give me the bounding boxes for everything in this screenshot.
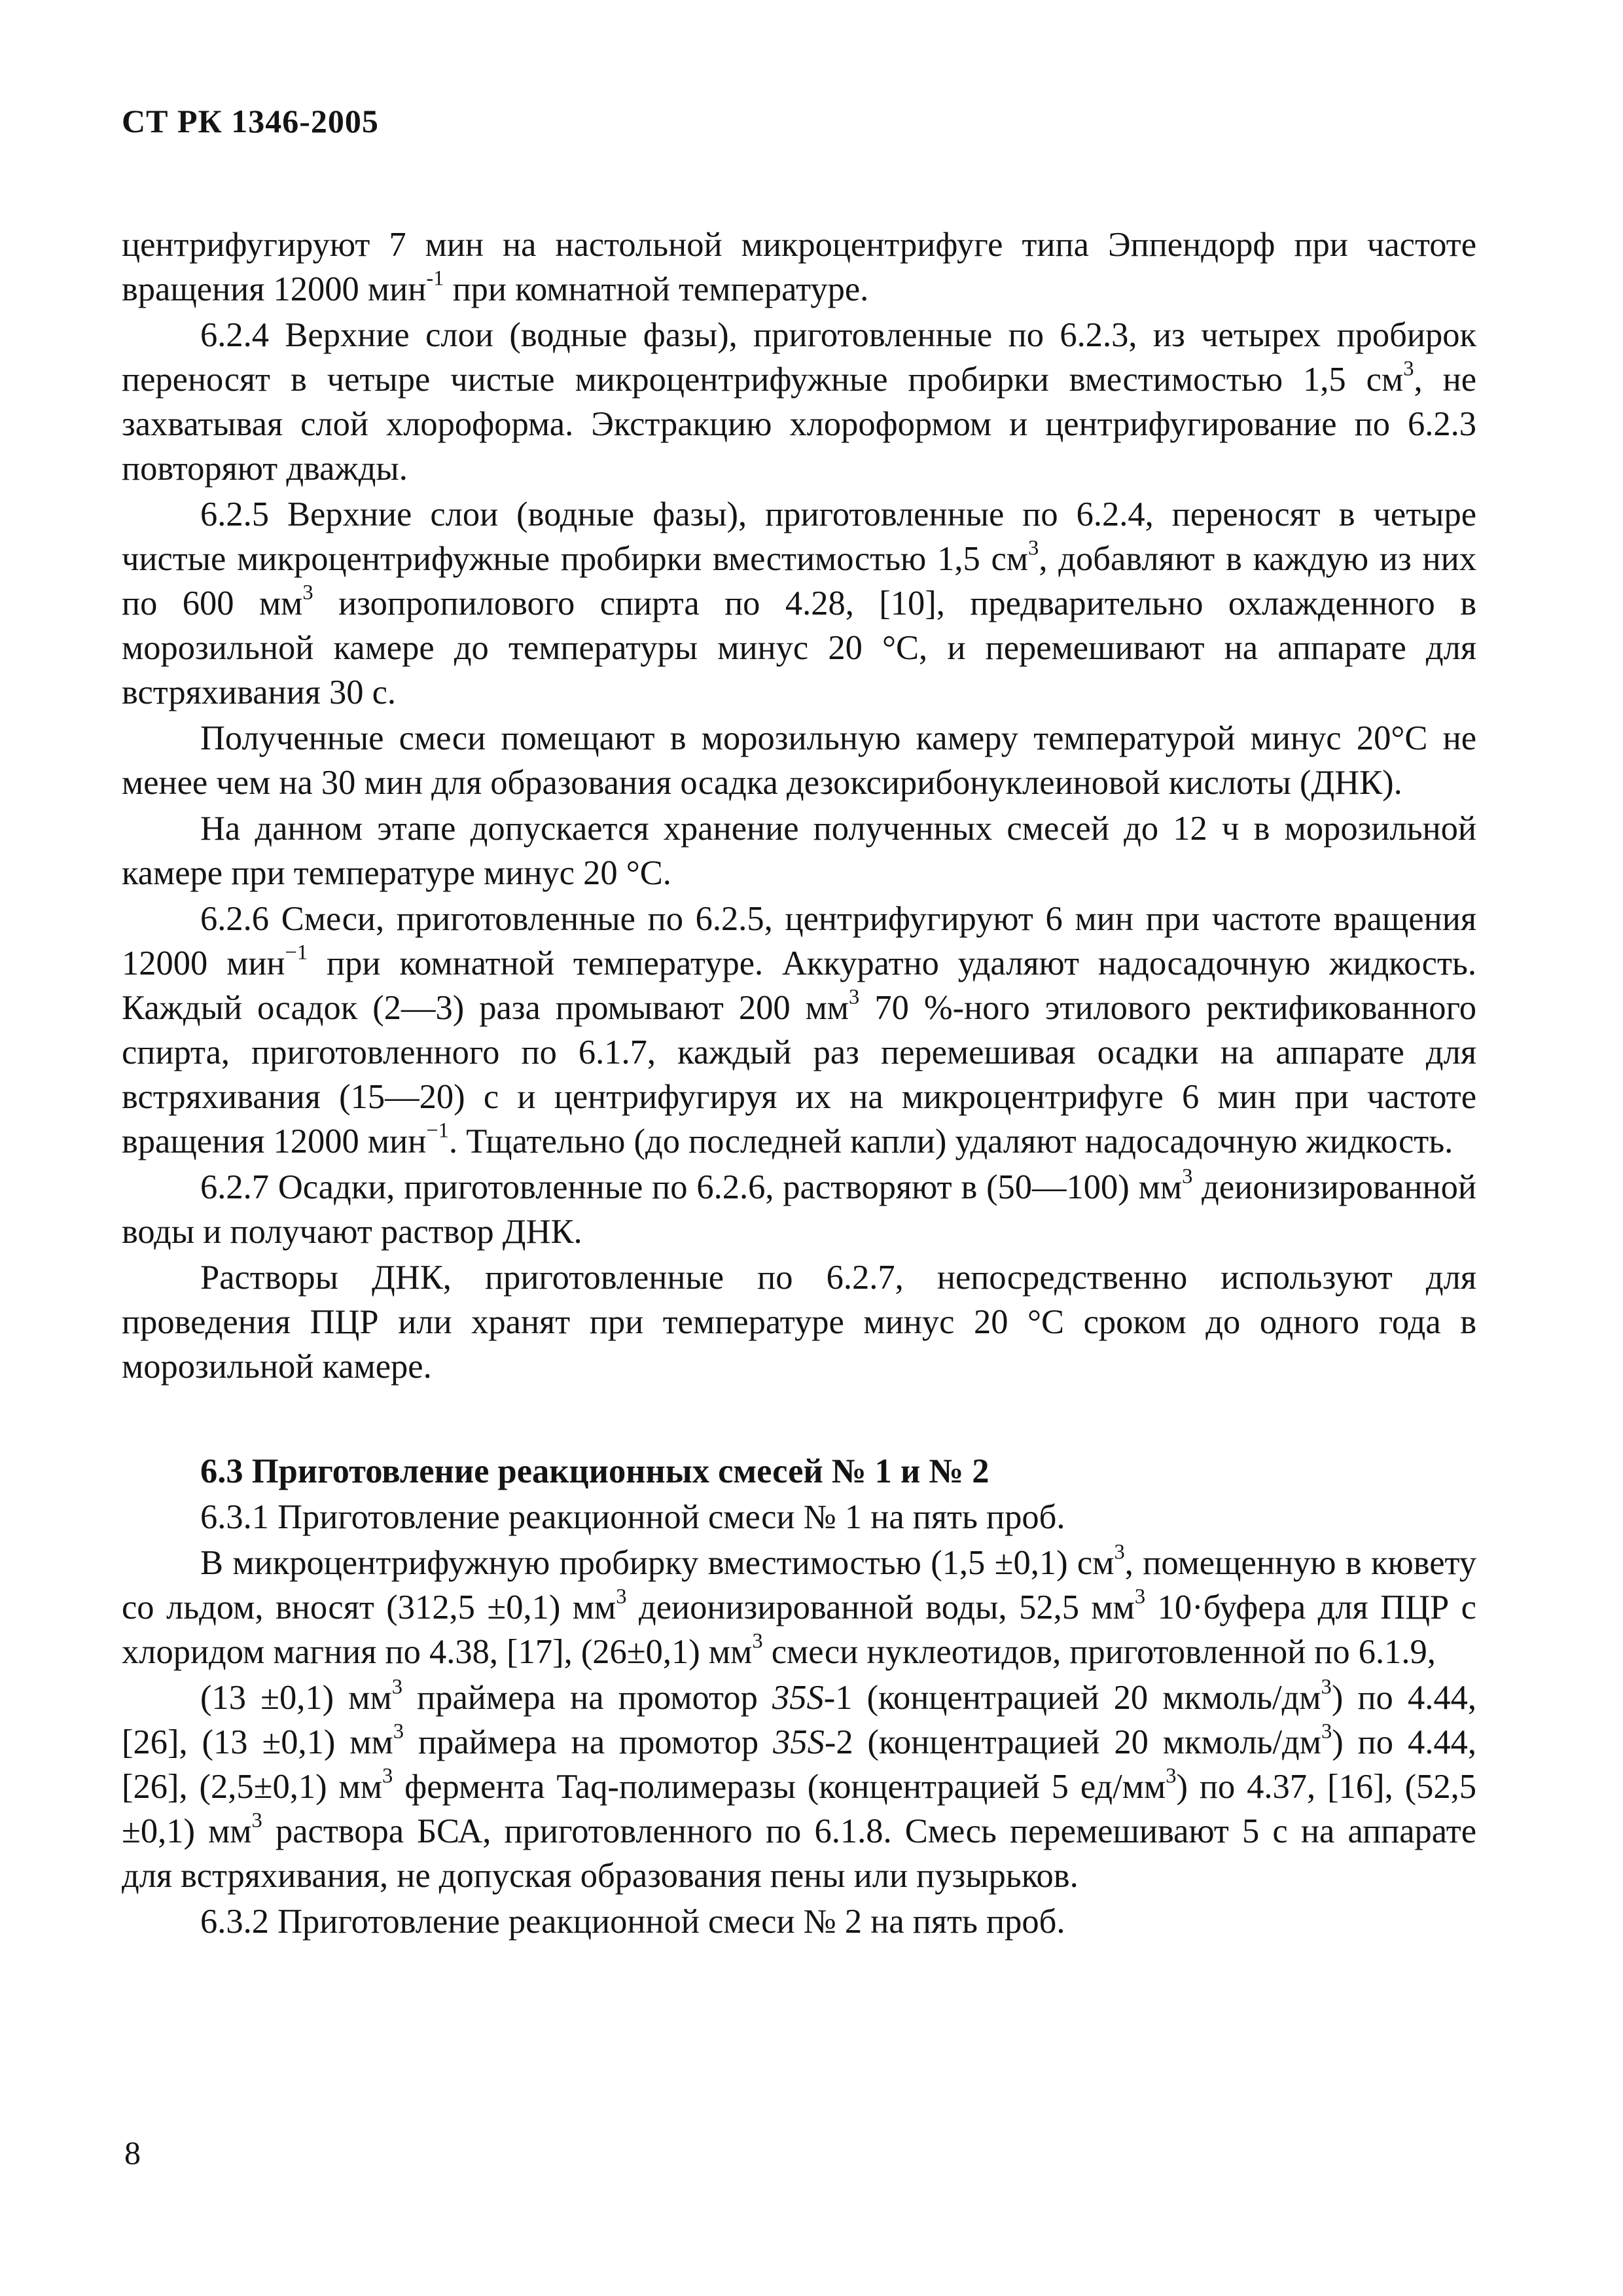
paragraph-freezer-dna: Полученные смеси помещают в морозильную камеру температурой минус 20°С не менее чем на 30 мин для образования осадка дезоксирибонуклеиновой кислоты (ДНК). bbox=[122, 719, 1476, 802]
paragraph-6-2-6: 6.2.6 Смеси, приготовленные по 6.2.5, центрифугируют 6 мин при частоте вращения 12000 мин$^{-1}$ при комнатной температуре. Аккуратно удаляют надосадочную жидкость. Каждый осадок (2—3) раза промывают 200 $мм^3$ 70 %-ного этилового ректификованного спирта, приготовленного по 6.1.7, каждый раз перемешивая осадки на аппарате для встряхивания (15—20) с и центрифугируя их на микроцентрифуге 6 мин при частоте вращения 12000 мин$^{-1}$. Тщательно (до последней капли) удаляют надосадочную жидкость. bbox=[122, 900, 1477, 1160]
section-heading-6-3: 6.3 Приготовление реакционных смесей № 1 и № 2 bbox=[200, 1452, 990, 1490]
page-number: 8 bbox=[124, 2134, 141, 2171]
paragraph-6-2-4: 6.2.4 Верхние слои (водные фазы), приготовленные по 6.2.3, из четырех пробирок переносят в четыре чистые микроцентрифужные пробирки вместимостью 1,5 $см^3$, не захватывая слой хлороформа. Экстракцию хлороформом и центрифугирование по 6.2.3 повторяют дважды. bbox=[122, 316, 1476, 488]
paragraph-6-3-1: 6.3.1 Приготовление реакционной смеси № 1 на пять проб. bbox=[200, 1498, 1065, 1536]
document-code-header: СТ РК 1346-2005 bbox=[122, 103, 379, 139]
paragraph-6-2-5: 6.2.5 Верхние слои (водные фазы), приготовленные по 6.2.4, переносят в четыре чистые микроцентрифужные пробирки вместимостью 1,5 $см^3$, добавляют в каждую из них по 600 $мм^3$ изопропилового спирта по 4.28, [10], предварительно охлажденного в морозильной камере до температуры минус 20 °С, и перемешивают на аппарате для встряхивания 30 с. bbox=[122, 495, 1476, 711]
body-text bbox=[122, 223, 1476, 1945]
paragraph-storage: На данном этапе допускается хранение полученных смесей до 12 ч в морозильной камере при температуре минус 20 °С. bbox=[122, 810, 1476, 892]
paragraph-dna-solutions: Растворы ДНК, приготовленные по 6.2.7, непосредственно используют для проведения ПЦР или хранят при температуре минус 20 °С сроком до одного года в морозильной камере. bbox=[122, 1259, 1476, 1386]
paragraph-mix-1-part-1: В микроцентрифужную пробирку вместимостью (1,5 ±0,1) $см^3$, помещенную в кювету со льдом, вносят (312,5 ±0,1) $мм^3$ деионизированной воды, 52,5 $мм^3$ 10·буфера для ПЦР с хлоридом магния по 4.38, [17], (26±0,1) $мм^3$ смеси нуклеотидов, приготовленной по 6.1.9, bbox=[122, 1540, 1476, 1671]
paragraph-mix-1-part-2: (13 ±0,1) $мм^3$ праймера на промотор 35S-1 (концентрацией 20 мкмоль/$дм^3$) по 4.44, [26], (13 ±0,1) $мм^3$ праймера на промотор 35S-2 (концентрацией 20 мкмоль/$дм^3$) по 4.44, [26], (2,5±0,1) $мм^3$ фермента Taq-полимеразы (концентрацией 5 $ед/мм^3$) по 4.37, [16], (52,5 ±0,1) $мм^3$ раствора БСА, приготовленного по 6.1.8. Смесь перемешивают 5 с на аппарате для встряхивания, не допуская образования пены или пузырьков. bbox=[122, 1675, 1477, 1895]
paragraph-6-3-2: 6.3.2 Приготовление реакционной смеси № 2 на пять проб. bbox=[200, 1903, 1065, 1941]
paragraph-6-2-7: 6.2.7 Осадки, приготовленные по 6.2.6, растворяют в (50—100) $мм^3$ деионизированной воды и получают раствор ДНК. bbox=[122, 1164, 1476, 1251]
paragraph-centrifugation: центрифугируют 7 мин на настольной микроцентрифуге типа Эппендорф при частоте вращения 12000 мин$^{-1}$ при комнатной температуре. bbox=[122, 226, 1476, 308]
